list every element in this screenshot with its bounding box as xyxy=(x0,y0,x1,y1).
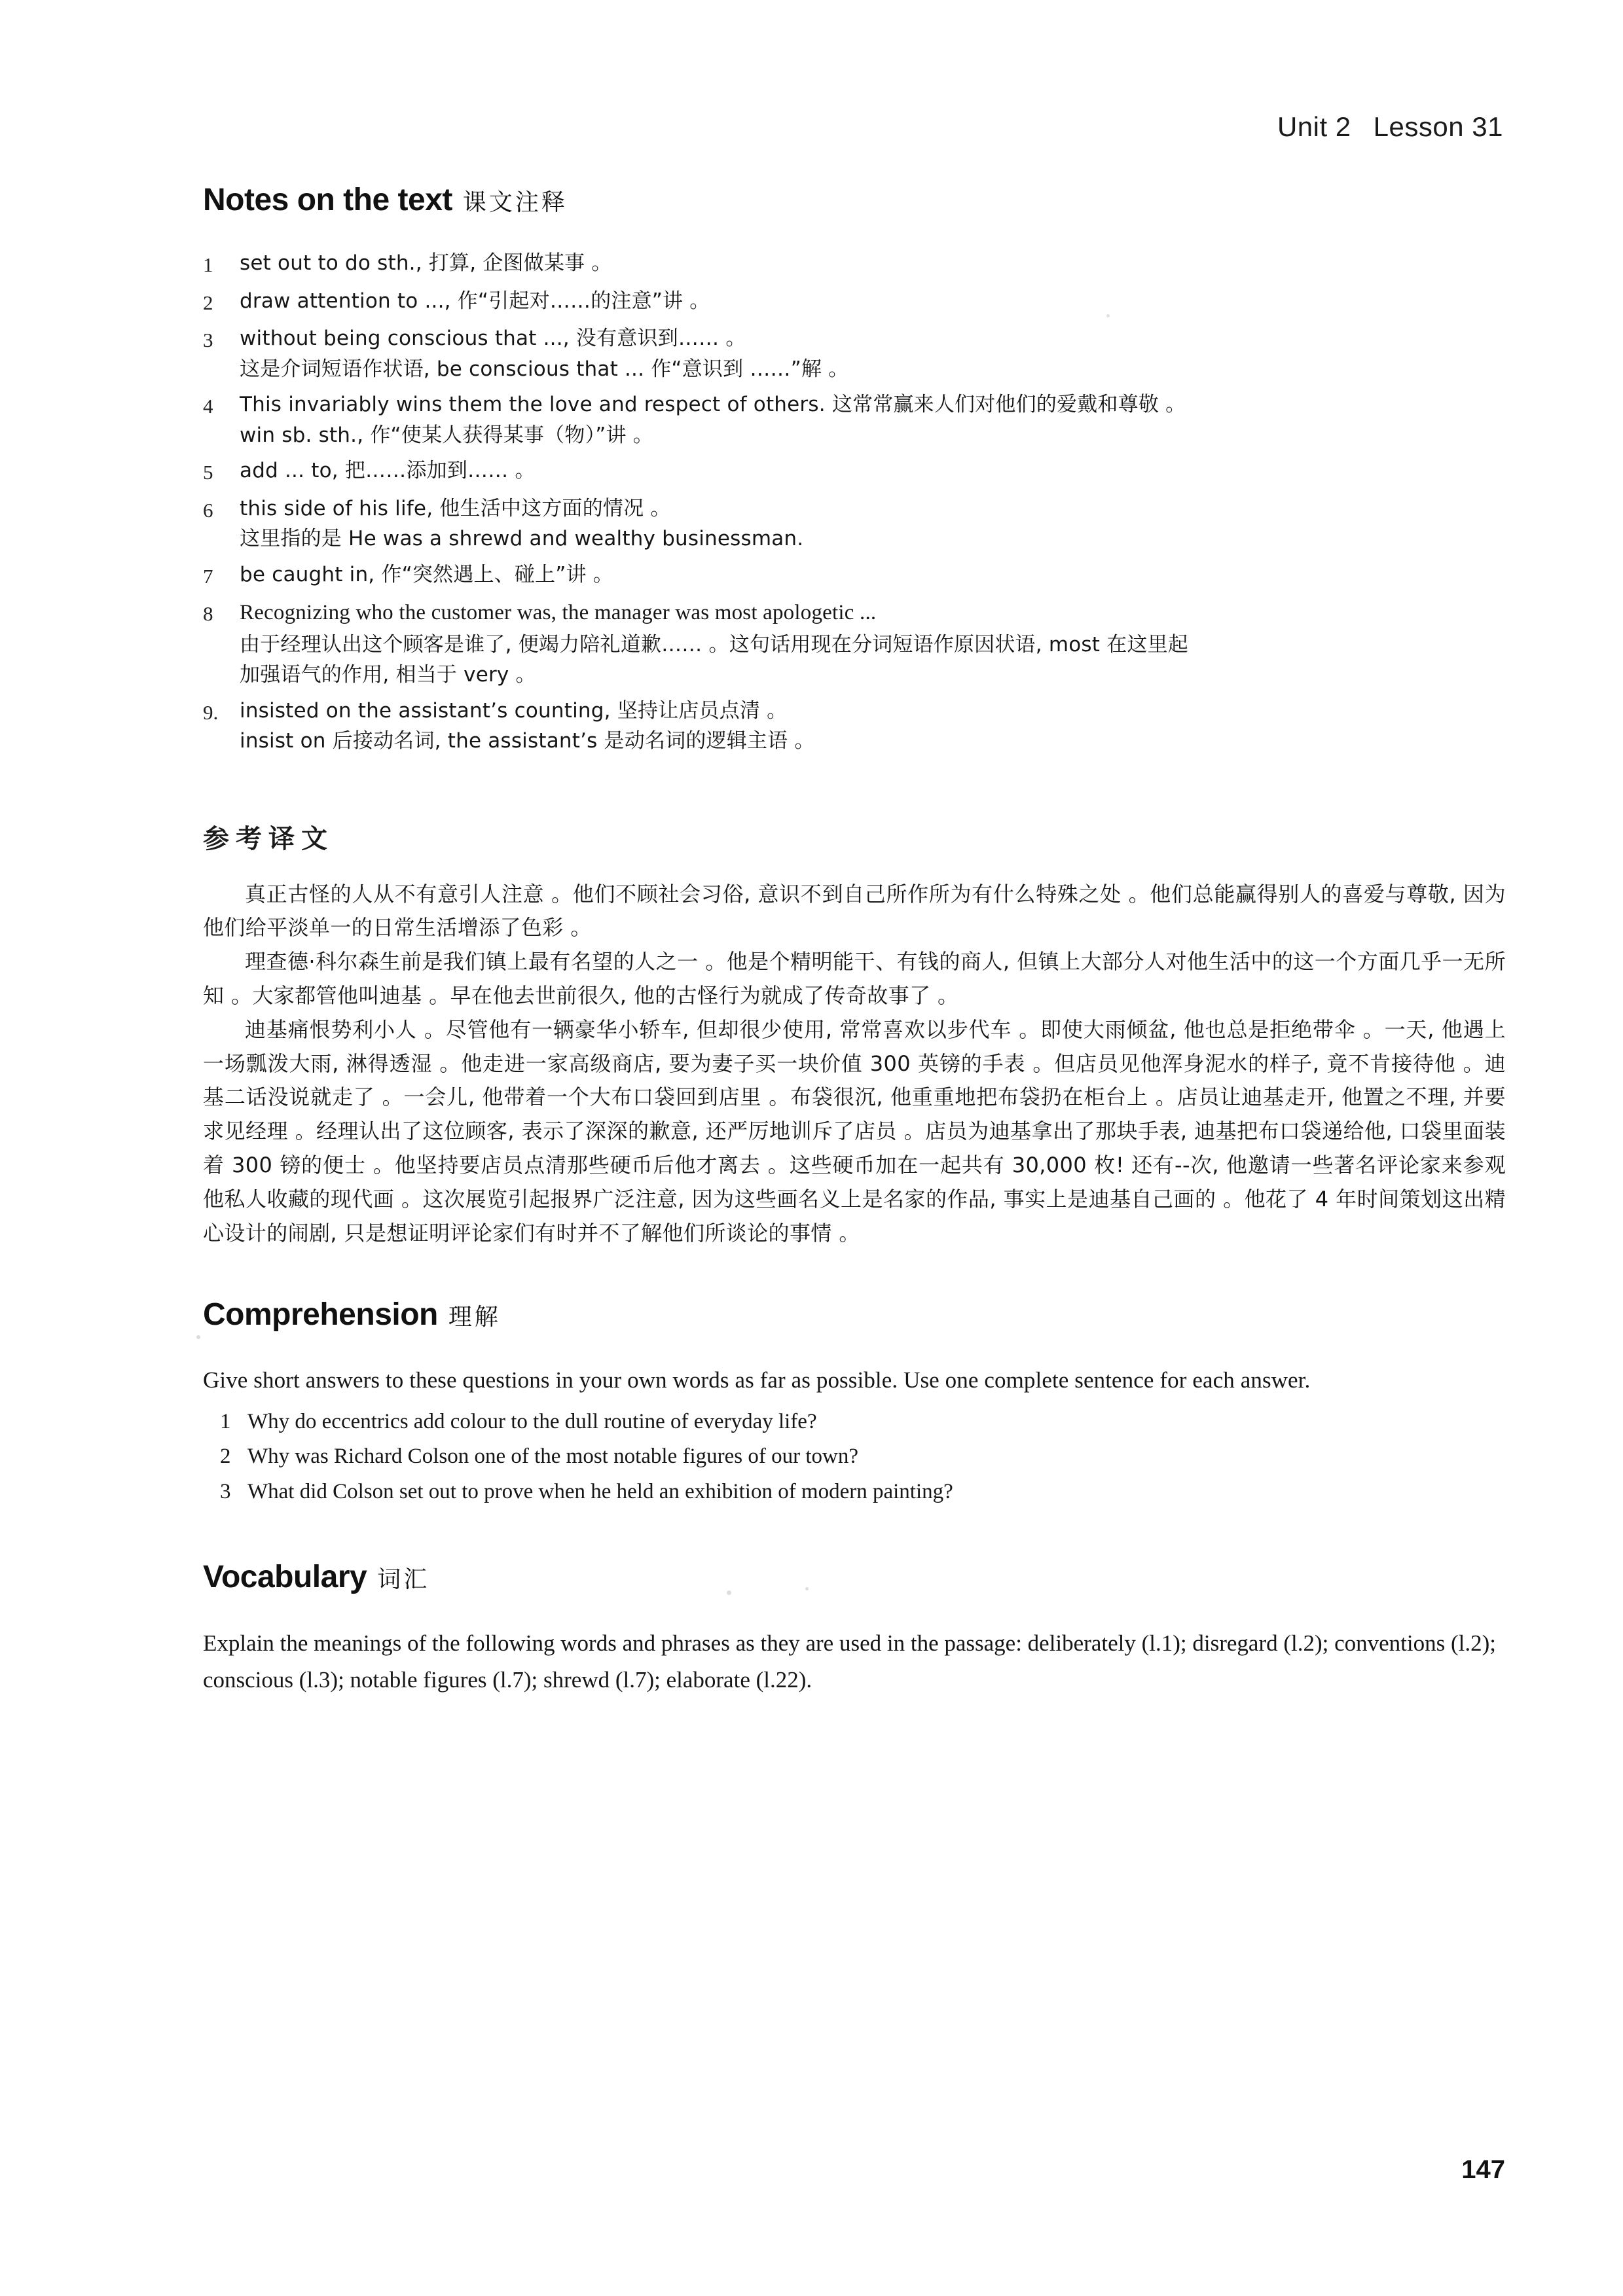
note-line: be caught in, 作“突然遇上、碰上”讲 。 xyxy=(240,562,613,586)
question-number: 3 xyxy=(220,1479,231,1503)
note-body xyxy=(240,286,1506,317)
note-item xyxy=(203,323,1506,384)
question-text: What did Colson set out to prove when he held an exhibition of modern painting? xyxy=(247,1479,953,1503)
question-text: Why do eccentrics add colour to the dull routine of everyday life? xyxy=(247,1409,817,1433)
vocabulary-instruction: Explain the meanings of the following words and phrases as they are used in the passage: deliberately (l.1); disregard (l.2); conventions (l.2); conscious (l.3); notable figures (l.7); shrewd (l.7); elaborate (l.22). xyxy=(203,1630,1497,1693)
comprehension-heading xyxy=(203,1297,1506,1333)
question-item xyxy=(220,1405,1506,1439)
note-body xyxy=(240,560,1506,590)
running-head xyxy=(203,111,1506,143)
note-line: 这是介词短语作状语, be conscious that ... 作“意识到 ……”解 。 xyxy=(240,357,849,381)
running-head-lesson: Lesson 31 xyxy=(1373,111,1503,142)
note-number: 8 xyxy=(203,602,213,625)
running-head-unit: Unit 2 xyxy=(1277,111,1351,142)
translation-paragraph: 迪基痛恨势利小人 。尽管他有一辆豪华小轿车, 但却很少使用, 常常喜欢以步代车 。即使大雨倾盆, 他也总是拒绝带伞 。一天, 他遇上一场瓢泼大雨, 淋得透湿 。他走进一家高级商店, 要为妻子买一块价值 300 英镑的手表 。但店员见他浑身泥水的样子, 竟不肯接待他 。迪基二话没说就走了 。一会儿, 他带着一个大布口袋回到店里 。布袋很沉, 他重重地把布袋扔在柜台上 。店员让迪基走开, 他置之不理, 并要求见经理 。经理认出了这位顾客, 表示了深深的歉意, 还严厉地训斥了店员 。店员为迪基拿出了那块手表, 迪基把布口袋递给他, 口袋里面装着 300 镑的便士 。他坚持要店员点清那些硬币后他才离去 。这些硬币加在一起共有 30,000 枚! 还有--次, 他邀请一些著名评论家来参观他私人收藏的现代画 。这次展览引起报界广泛注意, 因为这些画名义上是名家的作品, 事实上是迪基自己画的 。他花了 4 年时间策划这出精心设计的闹剧, 只是想证明评论家们有时并不了解他们所谈论的事情 。 xyxy=(203,1016,1506,1246)
note-line: 由于经理认出这个顾客是谁了, 便竭力陪礼道歉…… 。这句话用现在分词短语作原因状语, most 在这里起 xyxy=(240,632,1188,656)
note-number: 7 xyxy=(203,564,213,588)
page-content xyxy=(203,111,1506,1698)
translation-body xyxy=(203,878,1506,1251)
question-item xyxy=(220,1475,1506,1509)
question-item xyxy=(220,1439,1506,1474)
vocabulary-heading-cn: 词汇 xyxy=(377,1566,430,1594)
page-number: 147 xyxy=(1461,2155,1505,2184)
note-body xyxy=(240,389,1506,450)
notes-heading-cn: 课文注释 xyxy=(462,189,568,216)
note-body xyxy=(240,493,1506,554)
comprehension-questions xyxy=(203,1405,1506,1509)
note-item xyxy=(203,456,1506,488)
scan-speck xyxy=(196,1335,200,1339)
note-body xyxy=(240,323,1506,384)
note-line: This invariably wins them the love and respect of others. 这常常赢来人们对他们的爱戴和尊敬 。 xyxy=(240,393,1186,416)
comprehension-heading-en: Comprehension xyxy=(203,1297,438,1332)
note-line: 加强语气的作用, 相当于 very 。 xyxy=(240,663,536,687)
question-number: 2 xyxy=(220,1444,231,1469)
note-body xyxy=(240,696,1506,757)
note-number: 9. xyxy=(203,700,219,724)
notes-list xyxy=(203,248,1506,757)
note-body xyxy=(240,248,1506,279)
note-item xyxy=(203,696,1506,757)
note-line: add ... to, 把……添加到…… 。 xyxy=(240,459,536,482)
translation-paragraph: 真正古怪的人从不有意引人注意 。他们不顾社会习俗, 意识不到自己所作所为有什么特殊之处 。他们总能赢得别人的喜爱与尊敬, 因为他们给平淡单一的日常生活增添了色彩 。 xyxy=(203,881,1506,941)
translation-paragraph: 理查德·科尔森生前是我们镇上最有名望的人之一 。他是个精明能干、有钱的商人, 但镇上大部分人对他生活中的这一个方面几乎一无所知 。大家都管他叫迪基 。早在他去世前很久, 他的古怪行为就成了传奇故事了 。 xyxy=(203,949,1506,1008)
note-number: 6 xyxy=(203,498,213,522)
note-line: without being conscious that ..., 没有意识到…… 。 xyxy=(240,327,746,350)
note-body xyxy=(240,597,1506,691)
note-number: 1 xyxy=(203,253,213,276)
note-number: 2 xyxy=(203,291,213,314)
note-line: win sb. sth., 作“使某人获得某事（物）”讲 。 xyxy=(240,423,653,447)
comprehension-instruction: Give short answers to these questions in your own words as far as possible. Use one complete sentence for each answer. xyxy=(203,1367,1311,1393)
vocabulary-heading xyxy=(203,1559,1506,1595)
note-line: this side of his life, 他生活中这方面的情况 。 xyxy=(240,496,671,520)
note-body xyxy=(240,456,1506,486)
note-line: 这里指的是 He was a shrewd and wealthy businessman. xyxy=(240,527,804,550)
note-item xyxy=(203,286,1506,319)
translation-heading: 参考译文 xyxy=(203,823,334,854)
note-item xyxy=(203,248,1506,281)
note-item xyxy=(203,560,1506,592)
vocabulary-heading-en: Vocabulary xyxy=(203,1560,367,1595)
note-number: 5 xyxy=(203,461,213,484)
note-number: 3 xyxy=(203,329,213,351)
note-line: Recognizing who the customer was, the manager was most apologetic ... xyxy=(240,601,877,624)
note-item xyxy=(203,493,1506,554)
note-line: insisted on the assistant’s counting, 坚持让店员点清 。 xyxy=(240,698,788,723)
note-number: 4 xyxy=(203,395,213,418)
question-text: Why was Richard Colson one of the most notable figures of our town? xyxy=(247,1444,858,1469)
note-line: insist on 后接动名词, the assistant’s 是动名词的逻辑主语 。 xyxy=(240,729,815,753)
note-item xyxy=(203,597,1506,691)
comprehension-heading-cn: 理解 xyxy=(448,1303,501,1331)
note-line: draw attention to ..., 作“引起对……的注意”讲 。 xyxy=(240,289,710,313)
notes-heading-en: Notes on the text xyxy=(203,183,452,217)
notes-heading xyxy=(203,182,1506,218)
question-number: 1 xyxy=(220,1409,231,1433)
note-line: set out to do sth., 打算, 企图做某事 。 xyxy=(240,251,612,275)
note-item xyxy=(203,389,1506,450)
